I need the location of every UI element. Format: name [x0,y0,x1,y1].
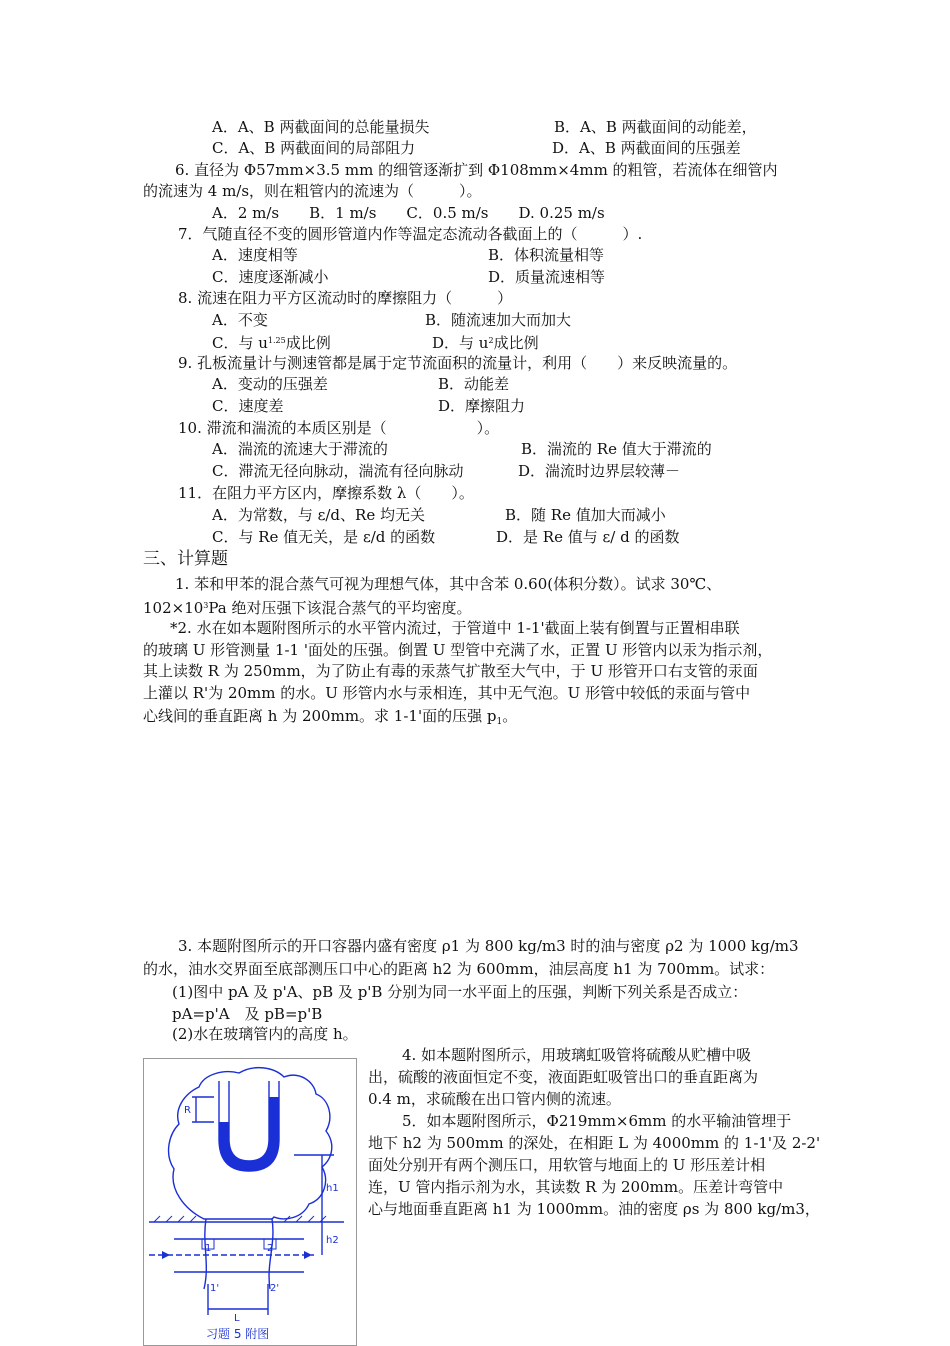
label-2: 2 [267,1243,274,1254]
c3-line3: (1)图中 pA 及 p'A、pB 及 p'B 分别为同一水平面上的压强，判断下列关系是否成立： [172,983,748,1001]
c3-line1: 3. 本题附图所示的开口容器内盛有密度 ρ1 为 800 kg/m3 时的油与密度 ρ2 为 1000 kg/m3 [178,937,799,955]
c3-line4: pA=p'A 及 pB=p'B [172,1005,323,1023]
c1-line2: $102\times 10^3Pa$ 绝对压强下该混合蒸气的平均密度。 [143,599,472,617]
q11-option-a: A．为常数，与 ε/d、Re 均无关 [212,506,425,524]
q11-stem: 11．在阻力平方区内，摩擦系数 λ（ ）。 [178,484,474,502]
q9-option-b: B．动能差 [438,375,510,393]
q6-stem-line1: 6. 直径为 Φ57mm×3.5 mm 的细管逐渐扩到 Φ108mm×4mm 的粗管，若流体在细管内 [175,161,778,179]
c3-line2: 的水，油水交界面至底部测压口中心的距离 h2 为 600mm，油层高度 h1 为 700mm。试求： [143,960,775,978]
q10-option-c: C．滞流无径向脉动，湍流有径向脉动 [212,462,464,480]
flow-arrow-left [162,1251,170,1259]
label-h2: h2 [326,1235,339,1246]
q5-option-c: C．A、B 两截面间的局部阻力 [212,139,416,157]
c2-line5: 心线间的垂直距离 h 为 200mm。求 1-1'面的压强 $p_1$。 [143,707,518,727]
q6-options: A．2 m/s B．1 m/s C．0.5 m/s D. 0.25 m/s [212,204,605,222]
section-title-calculation: 三、计算题 [143,549,228,569]
c2-line4: 上灌以 R'为 20mm 的水。U 形管内水与汞相连，其中无气泡。U 形管中较低的汞面与管中 [143,684,751,702]
q7-option-b: B．体积流量相等 [488,246,605,264]
q7-stem: 7．气随直径不变的圆形管道内作等温定态流动各截面上的（ ）. [178,225,643,243]
q9-option-c: C．速度差 [212,397,284,415]
label-2-prime: 2' [270,1283,280,1294]
c5-line1: 5．如本题附图所示，Φ219mm×6mm 的水平输油管埋于 [402,1112,792,1130]
label-1-prime: 1' [210,1283,220,1294]
q10-option-a: A．湍流的流速大于滞流的 [212,440,388,458]
figure-caption: 习题 5 附图 [206,1327,270,1341]
c3-line5: (2)水在玻璃管内的高度 h。 [172,1025,358,1043]
q7-option-d: D．质量流速相等 [488,268,606,286]
q8-option-a: A．不变 [212,311,268,329]
label-1: 1 [205,1243,212,1254]
c5-line4: 连，U 管内指示剂为水，其读数 R 为 200mm。压差计弯管中 [368,1178,784,1196]
q11-option-c: C．与 Re 值无关，是 ε/d 的函数 [212,528,436,546]
q11-option-d: D．是 Re 值与 ε/ d 的函数 [496,528,680,546]
q8-option-c: C．与 $u^{1.25}$成比例 [212,334,331,352]
q5-option-b: B．A、B 两截面间的动能差， [554,118,757,136]
q5-option-d: D．A、B 两截面间的压强差 [552,139,741,157]
label-L: L [234,1313,240,1324]
u-tube-inner [229,1081,269,1161]
c5-line2: 地下 h2 为 500mm 的深处，在相距 L 为 4000mm 的 1-1'及 2-2' [368,1134,821,1152]
q9-stem: 9. 孔板流量计与测速管都是属于定节流面积的流量计，利用（ ）来反映流量的。 [178,354,738,372]
c1-line1: 1. 苯和甲苯的混合蒸气可视为理想气体，其中含苯 0.60(体积分数）。试求 30℃、 [175,575,722,593]
label-h1: h1 [326,1183,339,1194]
c2-line2: 的玻璃 U 形管测量 1-1 '面处的压强。倒置 U 型管中充满了水，正置 U 形管内以汞为指示剂， [143,641,773,659]
q6-stem-line2: 的流速为 4 m/s，则在粗管内的流速为（ ）。 [143,182,482,200]
flow-arrow-right [304,1251,312,1259]
q7-option-a: A．速度相等 [212,246,298,264]
c4-line2: 出，硫酸的液面恒定不变，液面距虹吸管出口的垂直距离为 [368,1068,759,1086]
c5-line5: 心与地面垂直距离 h1 为 1000mm。油的密度 ρs 为 800 kg/m3， [368,1200,820,1218]
label-R: R [184,1105,191,1116]
q10-option-d: D．湍流时边界层较薄－ [518,462,681,480]
right-hose [269,1219,273,1289]
figure-diagram [144,1059,356,1345]
c4-line3: 0.4 m，求硫酸在出口管内侧的流速。 [368,1090,621,1108]
q5-option-a: A．A、B 两截面间的总能量损失 [212,118,430,136]
c2-line1: *2. 水在如本题附图所示的水平管内流过，于管道中 1-1'截面上装有倒置与正置相串联 [170,619,740,637]
q7-option-c: C．速度逐渐减小 [212,268,329,286]
q8-option-b: B．随流速加大而加大 [425,311,572,329]
soil-cloud-outline [169,1068,332,1219]
c2-line3: 其上读数 R 为 250mm，为了防止有毒的汞蒸气扩散至大气中，于 U 形管开口右支管的汞面 [143,662,758,680]
q9-option-d: D．摩擦阻力 [438,397,526,415]
u-tube-liquid [219,1097,279,1171]
q8-option-d: D．与 $u^2$成比例 [432,334,539,352]
q10-stem: 10. 滞流和湍流的本质区别是（ ）。 [178,419,500,437]
c4-line1: 4. 如本题附图所示，用玻璃虹吸管将硫酸从贮槽中吸 [402,1046,752,1064]
q11-option-b: B．随 Re 值加大而减小 [505,506,666,524]
q10-option-b: B．湍流的 Re 值大于滞流的 [521,440,712,458]
figure-problem-5 [143,1058,357,1346]
q8-stem: 8. 流速在阻力平方区流动时的摩擦阻力（ ） [178,289,513,307]
left-hose [204,1219,206,1289]
q9-option-a: A．变动的压强差 [212,375,328,393]
c5-line3: 面处分别开有两个测压口，用软管与地面上的 U 形压差计相 [368,1156,766,1174]
